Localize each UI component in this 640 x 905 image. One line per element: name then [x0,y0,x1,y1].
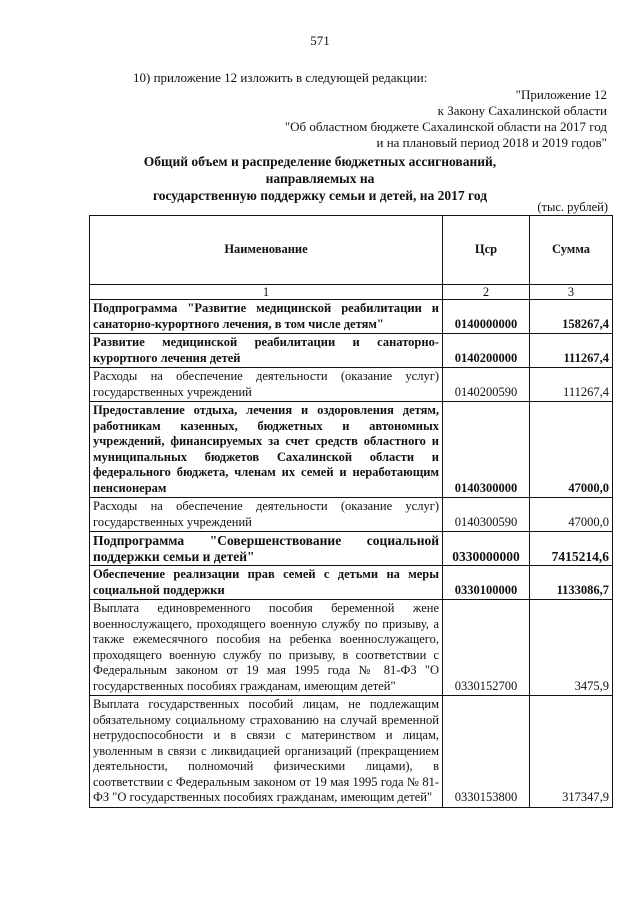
column-number: 2 [443,285,530,300]
appendix-line-3: "Об областном бюджете Сахалинской области на 2017 год [284,119,607,134]
column-number-row [90,285,613,300]
row-name: Расходы на обеспечение деятельности (оказание услуг) государственных учреждений [90,368,443,402]
budget-table [89,215,613,808]
row-sum: 7415214,6 [530,532,613,566]
row-code: 0140200000 [443,334,530,368]
row-name: Подпрограмма "Развитие медицинской реабилитации и санаторно-курортного лечения, в том числе детям" [90,300,443,334]
column-number: 1 [90,285,443,300]
document-title-line-2: государственную поддержку семьи и детей, на 2017 год [152,188,488,203]
table-row [90,532,613,566]
table-row [90,498,613,532]
row-code: 0330000000 [443,532,530,566]
row-name: Предоставление отдыха, лечения и оздоровления детям, работникам казенных, бюджетных и автономных учреждений, финансируемых за счет средств областного и муниципальных бюджетов Сахалинской области и федерального бюджета, членам их семей и неработающим пенсионерам [90,402,443,498]
document-title [120,153,520,204]
row-code: 0330152700 [443,600,530,696]
table-row [90,600,613,696]
row-sum: 111267,4 [530,334,613,368]
row-name: Выплата единовременного пособия беременной жене военнослужащего, проходящего военную службу по призыву, а также ежемесячного пособия на ребенка военнослужащего, проходящего военную службу по призыву, в соответствии с Федеральным законом от 19 мая 1995 года № 81-ФЗ "О государственных пособиях гражданам, имеющим детей" [90,600,443,696]
row-sum: 3475,9 [530,600,613,696]
appendix-line-1: "Приложение 12 [515,87,607,102]
row-sum: 158267,4 [530,300,613,334]
row-name: Подпрограмма "Совершенствование социальной поддержки семьи и детей" [90,532,443,566]
row-name: Выплата государственных пособий лицам, не подлежащим обязательному социальному страхованию на случай временной нетрудоспособности и в связи с материнством и лицам, уволенным в связи с ликвидацией организаций (прекращением деятельности, полномочий физическими лицами), в соответствии с Федеральным законом от 19 мая 1995 года № 81-ФЗ "О государственных пособиях гражданам, имеющим детей" [90,696,443,808]
row-sum: 111267,4 [530,368,613,402]
row-code: 0140300590 [443,498,530,532]
header-sum: Сумма [530,216,613,285]
table-row [90,300,613,334]
units-label: (тыс. рублей) [537,200,608,214]
row-sum: 1133086,7 [530,566,613,600]
table-row [90,566,613,600]
row-sum: 47000,0 [530,402,613,498]
row-code: 0140000000 [443,300,530,334]
row-code: 0330100000 [443,566,530,600]
table-header-row [90,216,613,285]
page-number: 571 [310,33,330,48]
table-row [90,368,613,402]
document-title-line-1: Общий объем и распределение бюджетных ассигнований, направляемых на [143,154,497,186]
row-code: 0140200590 [443,368,530,402]
appendix-line-2: к Закону Сахалинской области [437,103,607,118]
row-code: 0140300000 [443,402,530,498]
intro-text: 10) приложение 12 изложить в следующей редакции: [133,70,428,85]
table-row [90,334,613,368]
appendix-line-4: и на плановый период 2018 и 2019 годов" [376,135,607,150]
table-row [90,402,613,498]
row-code: 0330153800 [443,696,530,808]
header-name: Наименование [90,216,443,285]
row-name: Развитие медицинской реабилитации и санаторно-курортного лечения детей [90,334,443,368]
table-row [90,696,613,808]
row-name: Обеспечение реализации прав семей с детьми на меры социальной поддержки [90,566,443,600]
row-sum: 317347,9 [530,696,613,808]
row-sum: 47000,0 [530,498,613,532]
header-code: Цср [443,216,530,285]
row-name: Расходы на обеспечение деятельности (оказание услуг) государственных учреждений [90,498,443,532]
column-number: 3 [530,285,613,300]
